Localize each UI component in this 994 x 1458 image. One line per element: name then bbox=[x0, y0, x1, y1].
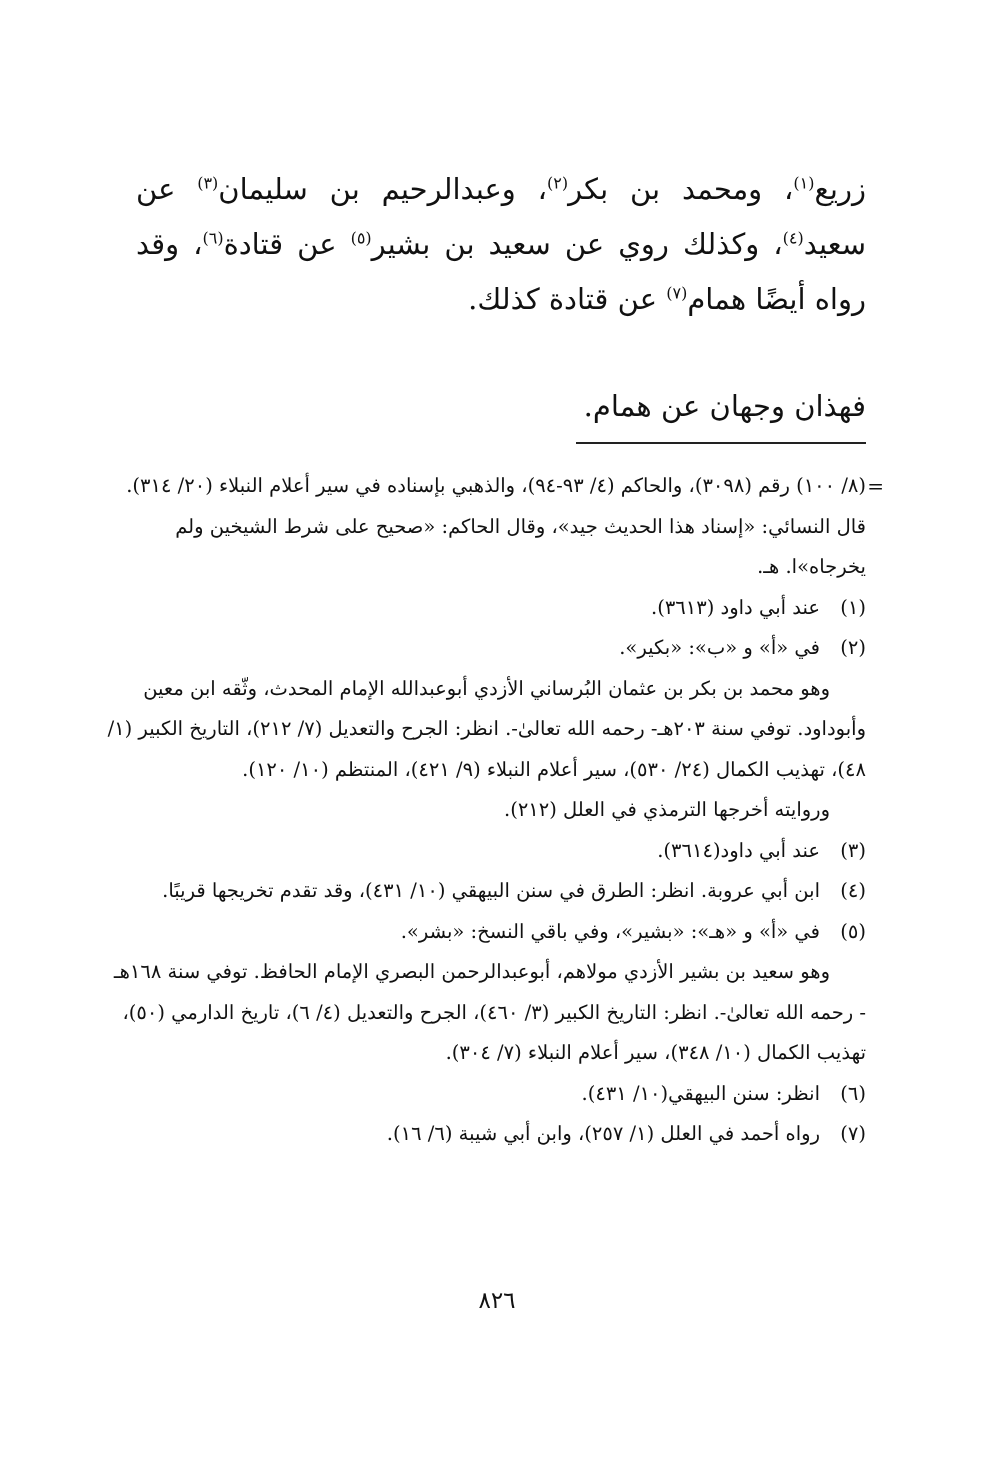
footnote-3 bbox=[106, 831, 866, 872]
text-segment: ، وكذلك روي عن سعيد بن بشير bbox=[371, 227, 783, 261]
footnote-ref[interactable]: (٥) bbox=[350, 228, 372, 248]
footnote-text: عند أبي داود (٣٦١٣). bbox=[651, 595, 820, 619]
text-segment: عن قتادة bbox=[223, 227, 351, 261]
footnote-number: (٥) bbox=[840, 919, 866, 943]
footnote-2 bbox=[106, 628, 866, 669]
footnote-ref[interactable]: (٣) bbox=[197, 173, 219, 193]
text-segment: ، وقد رواه أيضًا همام bbox=[136, 227, 866, 316]
footnote-7 bbox=[106, 1114, 866, 1155]
footnote-6 bbox=[106, 1074, 866, 1115]
continued-mark: = bbox=[867, 474, 884, 498]
main-paragraph-2: فهذان وجهان عن همام. bbox=[583, 389, 866, 423]
footnote-number: (٢) bbox=[840, 636, 866, 659]
footnote-number: (٧) bbox=[840, 1122, 866, 1145]
footnote-ref[interactable]: (١) bbox=[793, 173, 815, 193]
footnote-text: انظر: سنن البيهقي(١٠/ ٤٣١). bbox=[581, 1081, 820, 1105]
footnote-text: في «أ» و «هـ»: «بشير»، وفي باقي النسخ: «بشر». bbox=[400, 919, 820, 943]
text-segment: عن سعيد bbox=[136, 172, 867, 261]
footnote-5-bio: وهو سعيد بن بشير الأزدي مولاهم، أبوعبدالرحمن البصري الإمام الحافظ. توفي سنة ١٦٨هـ - رحمه الله تعالىٰ-. انظر: التاريخ الكبير (٣/ ٤٦٠)، الجرح والتعديل (٤/ ٦)، تاريخ الدارمي (٥٠)، تهذيب الكمال (١٠/ ٣٤٨)، سير أعلام النبلاء (٧/ ٣٠٤). bbox=[113, 960, 866, 1064]
footnote-ref[interactable]: (٤) bbox=[782, 228, 804, 248]
footnote-text: ابن أبي عروبة. انظر: الطرق في سنن البيهقي (١٠/ ٤٣١)، وقد تقدم تخريجها قريبًا. bbox=[162, 879, 820, 902]
main-text bbox=[136, 162, 866, 434]
footnote-number: (١) bbox=[840, 595, 866, 619]
footnote-2-riwaya: وروايته أخرجها الترمذي في العلل (٢١٢). bbox=[504, 798, 830, 821]
footnote-text: في «أ» و «ب»: «بكير». bbox=[619, 636, 820, 659]
footnote-ref[interactable]: (٢) bbox=[546, 173, 569, 193]
footnote-ref[interactable]: (٧) bbox=[666, 283, 688, 303]
footnote-2-bio: وهو محمد بن بكر بن عثمان البُرساني الأزدي أبوعبدالله الإمام المحدث، وثّقه ابن معين وأبوداود. توفي سنة ٢٠٣هـ- رحمه الله تعالىٰ-. انظر: الجرح والتعديل (٧/ ٢١٢)، التاريخ الكبير (١/ ٤٨)، تهذيب الكمال (٢٤/ ٥٣٠)، سير أعلام النبلاء (٩/ ٤٢١)، المنتظم (١٠/ ١٢٠). bbox=[107, 676, 866, 781]
page-number: ٨٢٦ bbox=[478, 1288, 516, 1314]
text-segment: ، ومحمد بن بكر bbox=[568, 172, 794, 206]
footnote-ref[interactable]: (٦) bbox=[202, 228, 224, 248]
footnote-number: (٤) bbox=[840, 879, 866, 902]
footnote-continued: (٨/ ١٠٠) رقم (٣٠٩٨)، والحاكم (٤/ ٩٣-٩٤)، والذهبي بإسناده في سير أعلام النبلاء (٢٠/ ٣١٤). قال النسائي: «إسناد هذا الحديث جيد»، وقال الحاكم: «صحيح على شرط الشيخين ولم يخرجاه»ا. هـ. bbox=[126, 474, 866, 578]
footnotes bbox=[106, 466, 884, 1155]
text-segment: ، وعبدالرحيم بن سليمان bbox=[218, 172, 547, 206]
footnote-text: عند أبي داود(٣٦١٤). bbox=[657, 838, 820, 862]
footnote-4 bbox=[106, 871, 866, 912]
footnote-5 bbox=[106, 912, 866, 953]
footnote-number: (٦) bbox=[840, 1081, 866, 1105]
text-segment: عن قتادة كذلك. bbox=[468, 282, 667, 316]
footnote-1 bbox=[106, 588, 866, 629]
text-segment: زريع bbox=[814, 172, 866, 206]
footnote-number: (٣) bbox=[840, 838, 866, 862]
footnote-separator bbox=[576, 442, 866, 444]
footnote-text: رواه أحمد في العلل (١/ ٢٥٧)، وابن أبي شيبة (٦/ ١٦). bbox=[386, 1122, 820, 1145]
main-paragraph-1 bbox=[136, 162, 866, 327]
